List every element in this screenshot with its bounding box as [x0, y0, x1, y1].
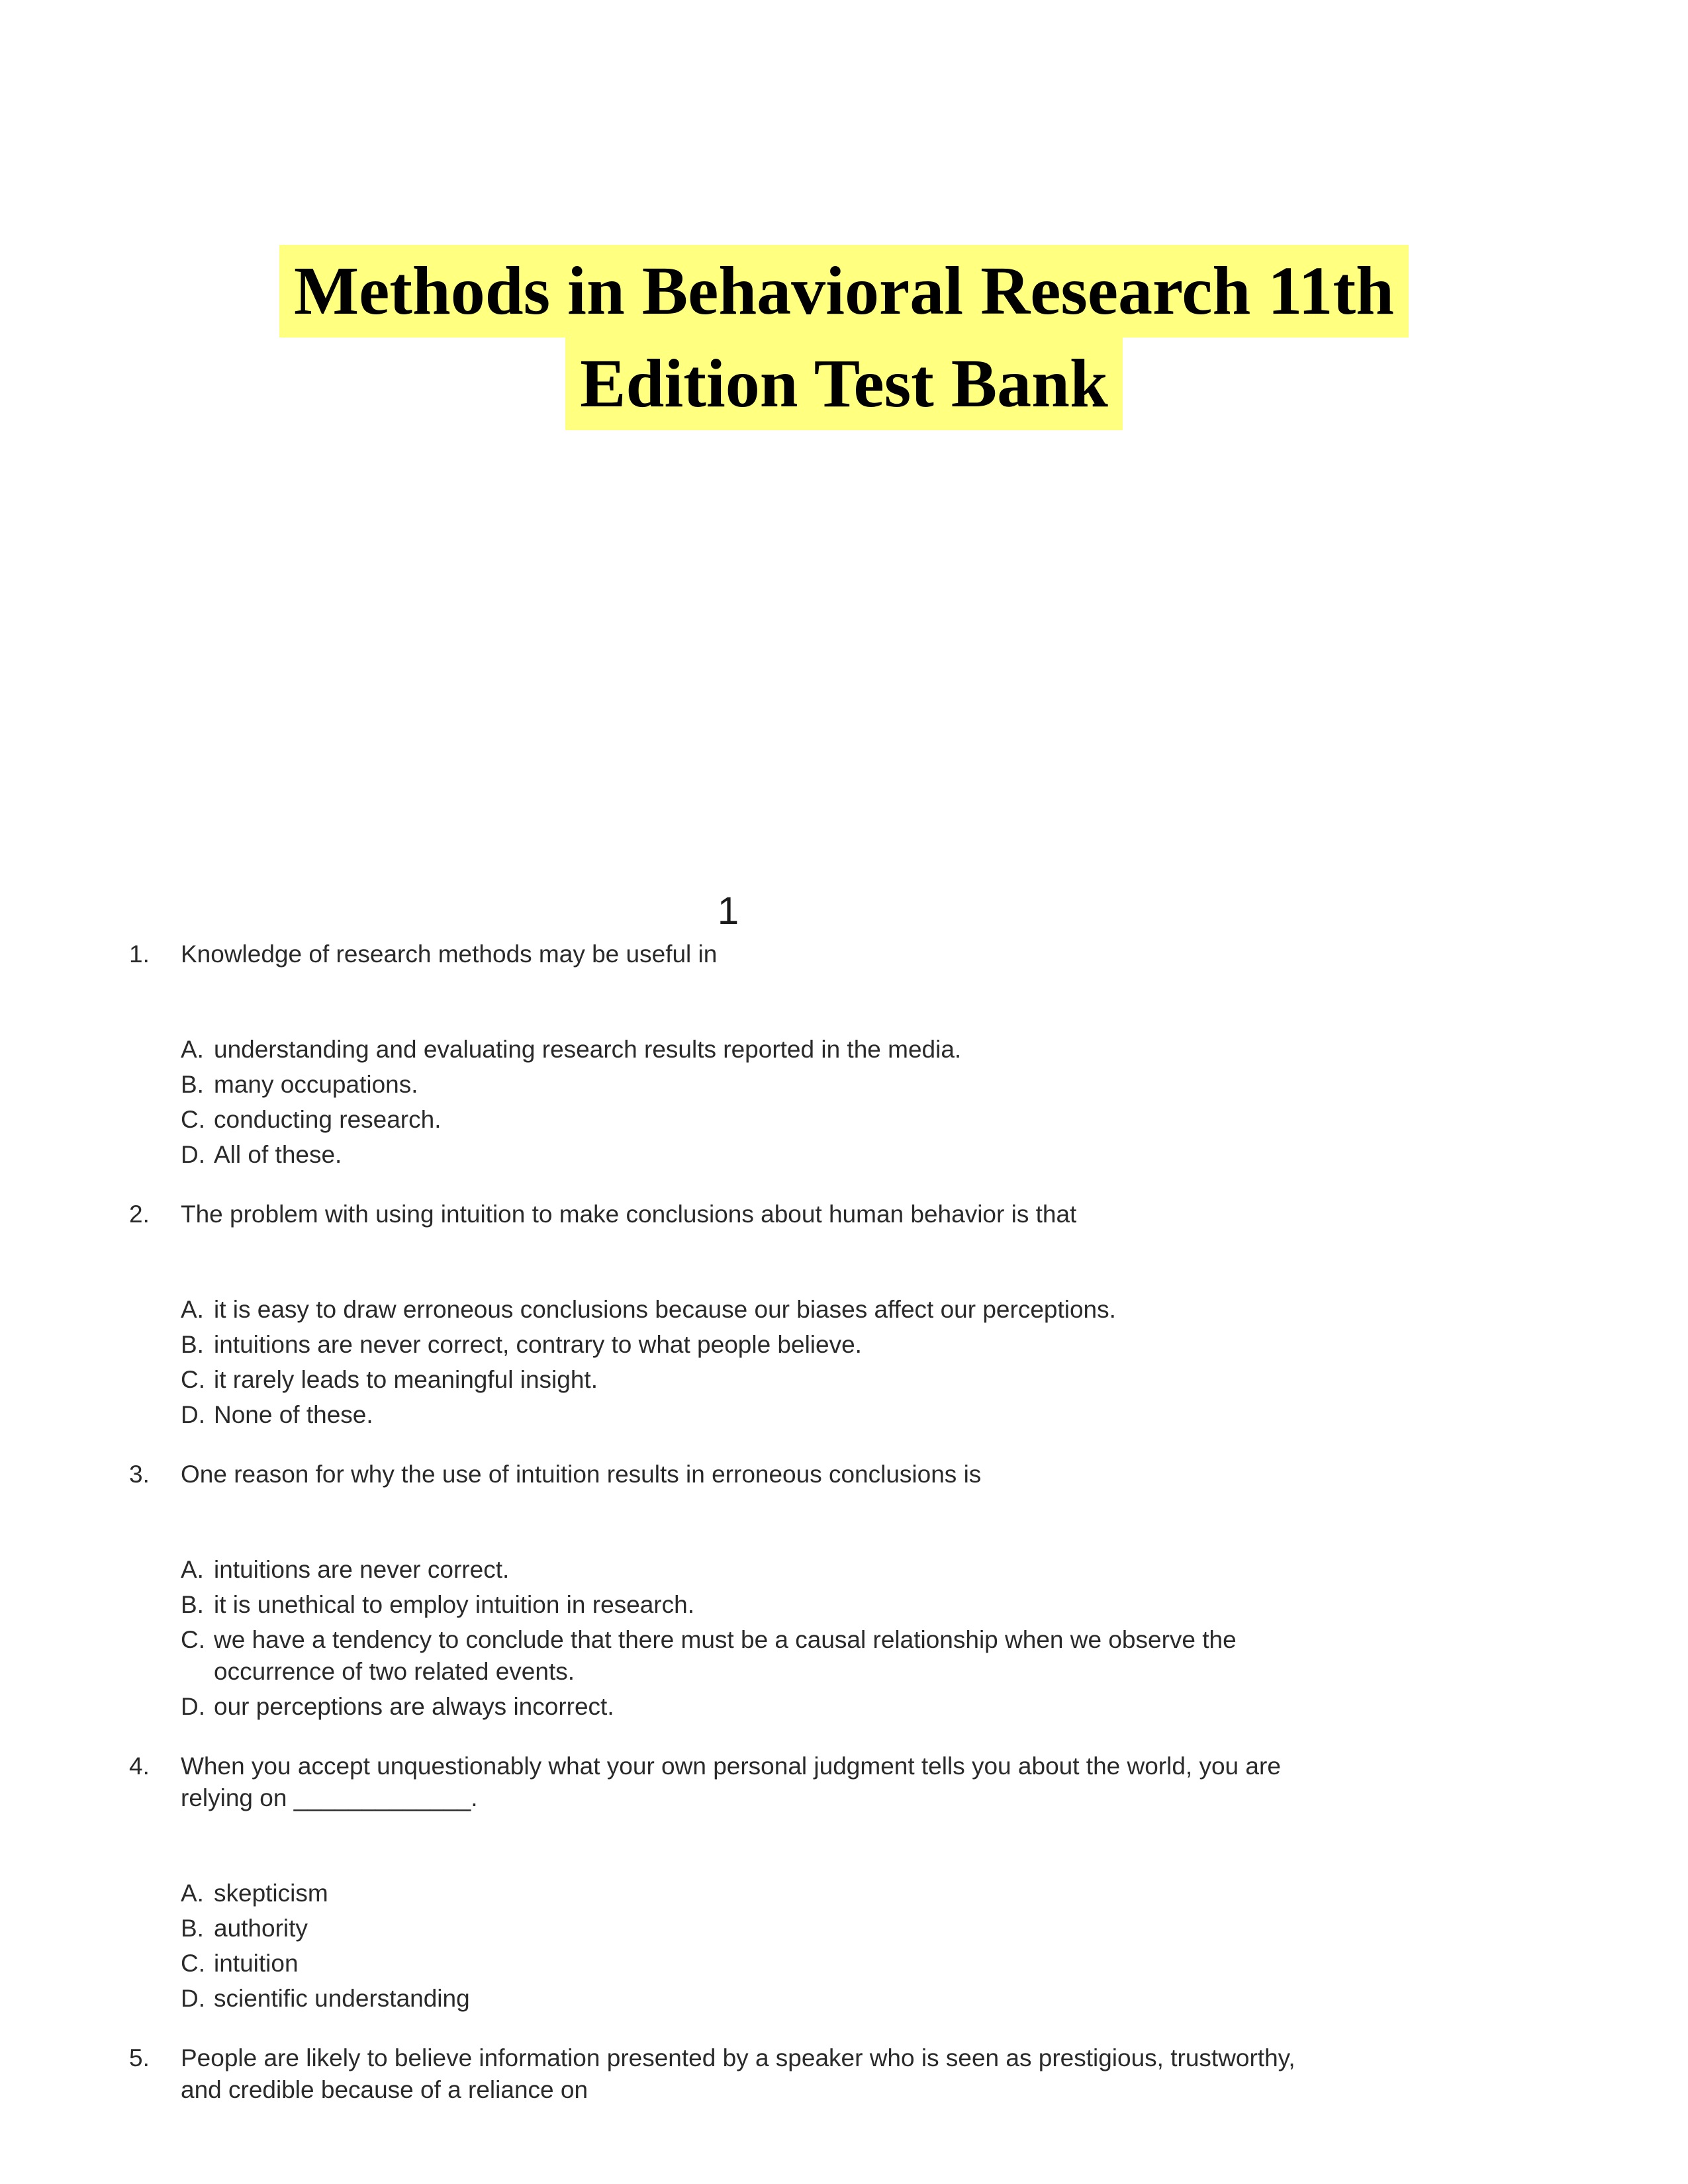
choice-b	[181, 1913, 1585, 1944]
question-text: Knowledge of research methods may be useful in	[181, 940, 718, 968]
choice-text: intuitions are never correct.	[214, 1556, 510, 1583]
choice-letter: A.	[181, 1880, 204, 1907]
choice-letter: B.	[181, 1331, 204, 1358]
choice-text: understanding and evaluating research results reported in the media.	[214, 1036, 962, 1063]
question-text: People are likely to believe information presented by a speaker who is seen as prestigious, trustworthy, and credible because of a reliance on	[181, 2044, 1295, 2103]
question-stem	[129, 2042, 1306, 2106]
choice-text: we have a tendency to conclude that there must be a causal relationship when we observe the occurrence of two related events.	[214, 1626, 1237, 1685]
choice-list	[129, 1294, 1585, 1431]
choice-a	[181, 1294, 1585, 1326]
choice-text: conducting research.	[214, 1106, 442, 1133]
choice-b	[181, 1589, 1346, 1621]
question-list	[129, 938, 1585, 2134]
choice-letter: C.	[181, 1950, 205, 1977]
choice-list	[129, 1878, 1585, 2015]
document-title	[0, 245, 1688, 430]
question-text: One reason for why the use of intuition results in erroneous conclusions is	[181, 1461, 982, 1488]
choice-d	[181, 1139, 1585, 1171]
choice-text: All of these.	[214, 1141, 342, 1168]
choice-letter: D.	[181, 1985, 205, 2012]
choice-text: authority	[214, 1915, 308, 1942]
choice-c	[181, 1624, 1346, 1688]
choice-b	[181, 1329, 1585, 1361]
question-stem	[129, 1199, 1438, 1230]
title-line-2: Edition Test Bank	[565, 338, 1123, 430]
question-5	[129, 2042, 1585, 2106]
choice-text: many occupations.	[214, 1071, 418, 1098]
choice-letter: A.	[181, 1296, 204, 1323]
choice-c	[181, 1948, 1585, 1979]
question-text: The problem with using intuition to make conclusions about human behavior is that	[181, 1201, 1077, 1228]
question-2	[129, 1199, 1585, 1431]
choice-text: it is easy to draw erroneous conclusions because our biases affect our perceptions.	[214, 1296, 1116, 1323]
choice-letter: C.	[181, 1366, 205, 1393]
question-number: 3.	[129, 1461, 150, 1488]
question-stem	[129, 1751, 1346, 1814]
question-4	[129, 1751, 1585, 2015]
choice-letter: C.	[181, 1626, 205, 1653]
choice-text: skepticism	[214, 1880, 328, 1907]
question-text: When you accept unquestionably what your own personal judgment tells you about the world, you are relying on _____________.	[181, 1752, 1281, 1811]
choice-d	[181, 1983, 1585, 2015]
page-number: 1	[717, 889, 739, 933]
choice-text: our perceptions are always incorrect.	[214, 1693, 614, 1720]
question-number: 2.	[129, 1201, 150, 1228]
choice-letter: D.	[181, 1401, 205, 1428]
choice-letter: B.	[181, 1591, 204, 1618]
choice-a	[181, 1554, 1346, 1586]
choice-text: intuitions are never correct, contrary to what people believe.	[214, 1331, 862, 1358]
question-stem	[129, 938, 1438, 970]
question-number: 4.	[129, 1752, 150, 1780]
choice-list	[129, 1034, 1585, 1171]
choice-a	[181, 1034, 1585, 1066]
choice-letter: D.	[181, 1693, 205, 1720]
choice-letter: B.	[181, 1071, 204, 1098]
choice-a	[181, 1878, 1585, 1909]
choice-text: scientific understanding	[214, 1985, 470, 2012]
title-line-1: Methods in Behavioral Research 11th	[279, 245, 1409, 338]
choice-letter: A.	[181, 1036, 204, 1063]
question-1	[129, 938, 1585, 1171]
choice-b	[181, 1069, 1585, 1101]
choice-text: None of these.	[214, 1401, 373, 1428]
question-stem	[129, 1459, 1438, 1490]
question-3	[129, 1459, 1585, 1723]
choice-c	[181, 1104, 1585, 1136]
choice-text: it rarely leads to meaningful insight.	[214, 1366, 598, 1393]
choice-letter: B.	[181, 1915, 204, 1942]
choice-letter: A.	[181, 1556, 204, 1583]
choice-letter: D.	[181, 1141, 205, 1168]
question-number: 1.	[129, 940, 150, 968]
choice-d	[181, 1691, 1346, 1723]
question-number: 5.	[129, 2044, 150, 2071]
choice-d	[181, 1399, 1585, 1431]
choice-list	[129, 1554, 1346, 1723]
choice-text: it is unethical to employ intuition in research.	[214, 1591, 694, 1618]
choice-letter: C.	[181, 1106, 205, 1133]
choice-text: intuition	[214, 1950, 299, 1977]
choice-c	[181, 1364, 1585, 1396]
